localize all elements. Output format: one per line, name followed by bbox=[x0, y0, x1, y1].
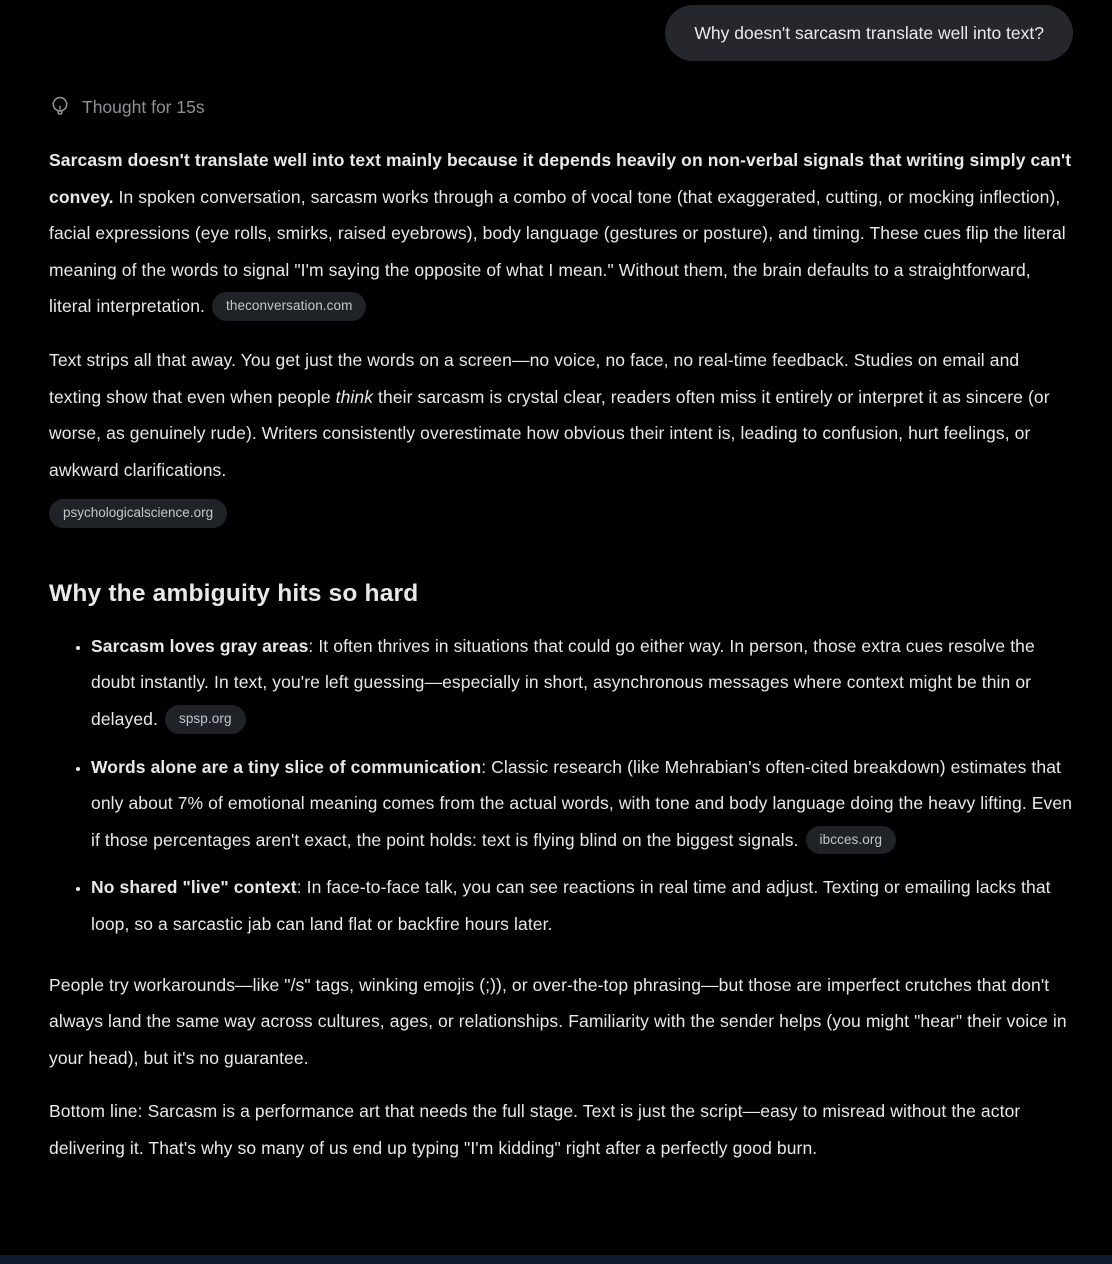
list-item bbox=[91, 869, 1073, 942]
paragraph-workarounds: People try workarounds—like "/s" tags, winking emojis (;)), or over-the-top phrasing—but those are imperfect crutches that don't always land the same way across cultures, ages, or relationships. Familiarity with the sender helps (you might "hear" their voice in your head), but it's no guarantee. bbox=[49, 974, 1067, 1068]
citation-chip[interactable]: ibcces.org bbox=[806, 826, 897, 855]
intro-bold-text: Sarcasm doesn't translate well into text mainly because it depends heavily on non-verbal signals that writing simply can't convey. bbox=[49, 150, 1072, 207]
italic-word: think bbox=[335, 386, 374, 407]
thought-label: Thought for 15s bbox=[82, 96, 205, 117]
paragraph-bottom-line: Bottom line: Sarcasm is a performance art that needs the full stage. Text is just the script—easy to misread without the actor delivering it. That's why so many of us end up typing "I'm kidding" right after a perfectly good burn. bbox=[49, 1101, 1021, 1158]
citation-chip[interactable]: spsp.org bbox=[165, 705, 246, 734]
lightbulb-icon bbox=[49, 95, 71, 119]
bullet-bold-label: Sarcasm loves gray areas bbox=[91, 635, 309, 656]
next-section-edge bbox=[0, 1255, 1112, 1264]
citation-chip[interactable]: theconversation.com bbox=[212, 292, 366, 321]
list-item bbox=[91, 628, 1073, 738]
user-message-bubble: Why doesn't sarcasm translate well into text? bbox=[665, 5, 1073, 61]
list-item bbox=[91, 749, 1073, 859]
bullet-list bbox=[49, 628, 1073, 943]
paragraph-intro bbox=[49, 142, 1073, 325]
bullet-bold-label: Words alone are a tiny slice of communication bbox=[91, 756, 482, 777]
intro-body-text: In spoken conversation, sarcasm works through a combo of vocal tone (that exaggerated, cutting, or mocking inflection), facial expressions (eye rolls, smirks, raised eyebrows), body language (gestures or posture), and timing. These cues flip the literal meaning of the words to signal "I'm saying the opposite of what I mean." Without them, the brain defaults to a straightforward, literal interpretation. bbox=[49, 186, 1066, 317]
thought-toggle[interactable] bbox=[49, 95, 205, 119]
bullet-text: : It often thrives in situations that could go either way. In person, those extra cues resolve the doubt instantly. In text, you're left guessing—especially in short, asynchronous messages where context might be thin or delayed. bbox=[91, 635, 1035, 730]
citation-chip[interactable]: psychologicalscience.org bbox=[49, 499, 227, 528]
bullet-text: : Classic research (like Mehrabian's often-cited breakdown) estimates that only about 7% of emotional meaning comes from the actual words, with tone and body language doing the heavy lifting. Even if those percentages aren't exact, the point holds: text is flying blind on the biggest signals. bbox=[91, 756, 1073, 850]
bullet-text: : In face-to-face talk, you can see reactions in real time and adjust. Texting or emailing lacks that loop, so a sarcastic jab can land flat or backfire hours later. bbox=[91, 877, 1051, 934]
bullet-bold-label: No shared "live" context bbox=[91, 877, 297, 898]
user-message-row bbox=[49, 0, 1073, 61]
citation-row bbox=[49, 499, 1073, 528]
paragraph-text: Text strips all that away. You get just the words on a screen—no voice, no face, no real-time feedback. Studies on email and texting show that even when people bbox=[49, 349, 1020, 407]
assistant-response bbox=[49, 142, 1073, 1167]
paragraph-text: their sarcasm is crystal clear, readers often miss it entirely or interpret it as sincere (or worse, as genuinely rude). Writers consistently overestimate how obvious their intent is, leading to confusion, hurt feelings, or awkward clarifications. bbox=[49, 386, 1050, 480]
paragraph-text-strips bbox=[49, 342, 1073, 488]
section-heading: Why the ambiguity hits so hard bbox=[49, 579, 419, 607]
